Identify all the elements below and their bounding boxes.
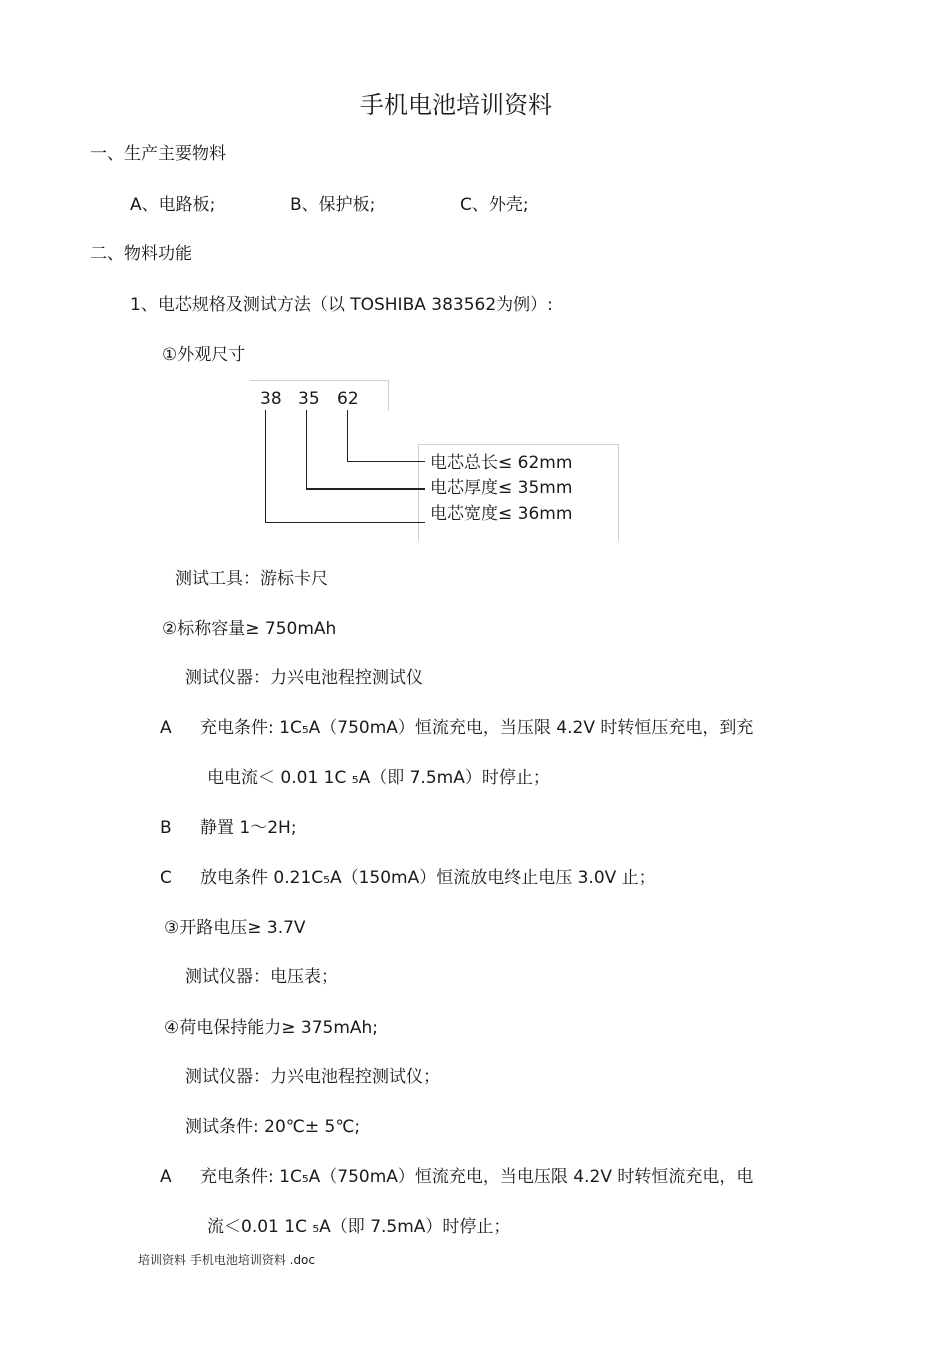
capacity-instrument: 测试仪器：力兴电池程控测试仪: [185, 668, 423, 688]
dimension-test-tool: 测试工具：游标卡尺: [175, 569, 328, 589]
retention-step-a: 充电条件: 1C₅A（750mA）恒流充电，当电压限 4.2V 时转恒流充电，电: [200, 1167, 754, 1187]
code-thickness: 35: [298, 389, 320, 409]
page-footer: 培训资料 手机电池培训资料 .doc: [138, 1253, 316, 1267]
voltage-instrument: 测试仪器：电压表；: [185, 967, 338, 987]
dimension-heading: ①外观尺寸: [162, 345, 246, 365]
material-item-b: B、保护板;: [290, 195, 376, 215]
capacity-step-b: 静置 1～2H;: [200, 818, 297, 838]
connector-length-h: [347, 461, 425, 462]
page-title: 手机电池培训资料: [360, 91, 552, 119]
label-thickness: 电芯厚度≤ 35mm: [430, 478, 573, 498]
material-item-c: C、外壳;: [460, 195, 529, 215]
capacity-step-a-letter: A: [160, 718, 172, 738]
code-width: 38: [260, 389, 282, 409]
connector-thickness-v: [306, 410, 307, 489]
capacity-step-a-cont: 电电流＜ 0.01 1C ₅A（即 7.5mA）时停止；: [207, 768, 550, 788]
connector-width-h: [265, 522, 425, 523]
capacity-step-c: 放电条件 0.21C₅A（150mA）恒流放电终止电压 3.0V 止；: [200, 868, 656, 888]
capacity-step-b-letter: B: [160, 818, 172, 838]
label-width: 电芯宽度≤ 36mm: [430, 504, 573, 524]
capacity-heading: ②标称容量≥ 750mAh: [162, 619, 337, 639]
subsection-cell-spec: 1、电芯规格及测试方法（以 TOSHIBA 383562为例）:: [130, 295, 553, 315]
label-length: 电芯总长≤ 62mm: [430, 453, 573, 473]
retention-step-a-letter: A: [160, 1167, 172, 1187]
code-length: 62: [337, 389, 359, 409]
section-heading-functions: 二、物料功能: [90, 244, 192, 264]
retention-heading: ④荷电保持能力≥ 375mAh;: [164, 1018, 379, 1038]
material-item-a: A、电路板;: [130, 195, 216, 215]
retention-step-a-cont: 流＜0.01 1C ₅A（即 7.5mA）时停止；: [207, 1217, 511, 1237]
capacity-step-c-letter: C: [160, 868, 172, 888]
voltage-heading: ③开路电压≥ 3.7V: [164, 918, 306, 938]
retention-instrument: 测试仪器：力兴电池程控测试仪；: [185, 1067, 440, 1087]
connector-width-v: [265, 410, 266, 523]
section-heading-materials: 一、生产主要物料: [90, 144, 226, 164]
connector-thickness-h: [306, 488, 425, 490]
retention-conditions: 测试条件: 20℃± 5℃;: [185, 1117, 361, 1137]
capacity-step-a: 充电条件: 1C₅A（750mA）恒流充电，当压限 4.2V 时转恒压充电，到充: [200, 718, 754, 738]
connector-length-v: [347, 410, 348, 461]
